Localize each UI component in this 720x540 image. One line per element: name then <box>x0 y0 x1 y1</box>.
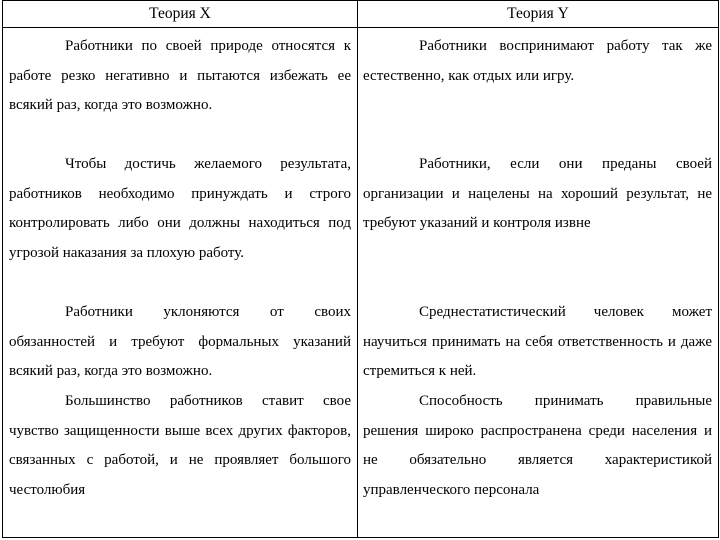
header-row <box>3 1 719 28</box>
theory-y-statement-1: Работники воспринимают работу так же естественно, как отдых или игру. <box>363 38 712 84</box>
theory-y-cell <box>358 28 719 538</box>
theory-x-statement-4: Большинство работников ставит свое чувство защищенности выше всех других факторов, связанных с работой, и не проявляет большого честолюбия <box>9 393 351 498</box>
header-theory-y: Теория Y <box>358 1 719 28</box>
theory-comparison-table-wrapper <box>2 0 718 538</box>
theory-y-statement-4: Способность принимать правильные решения широко распространена среди населения и не обязательно является характеристикой управленческого персонала <box>363 393 712 498</box>
theory-comparison-table <box>2 0 719 538</box>
header-theory-x: Теория X <box>3 1 358 28</box>
theory-x-statement-3: Работники уклоняются от своих обязанностей и требуют формальных указаний всякий раз, когда это возможно. <box>9 304 351 379</box>
content-row <box>3 28 719 538</box>
theory-x-statement-2: Чтобы достичь желаемого результата, работников необходимо принуждать и строго контролировать либо они должны находиться под угрозой наказания за плохую работу. <box>9 156 351 261</box>
theory-x-statement-1: Работники по своей природе относятся к работе резко негативно и пытаются избежать ее всякий раз, когда это возможно. <box>9 38 351 113</box>
theory-y-statement-3: Среднестатистический человек может научиться принимать на себя ответственность и даже стремиться к ней. <box>363 304 712 379</box>
theory-x-cell <box>3 28 358 538</box>
theory-y-statement-2: Работники, если они преданы своей организации и нацелены на хороший результат, не требуют указаний и контроля извне <box>363 156 712 231</box>
